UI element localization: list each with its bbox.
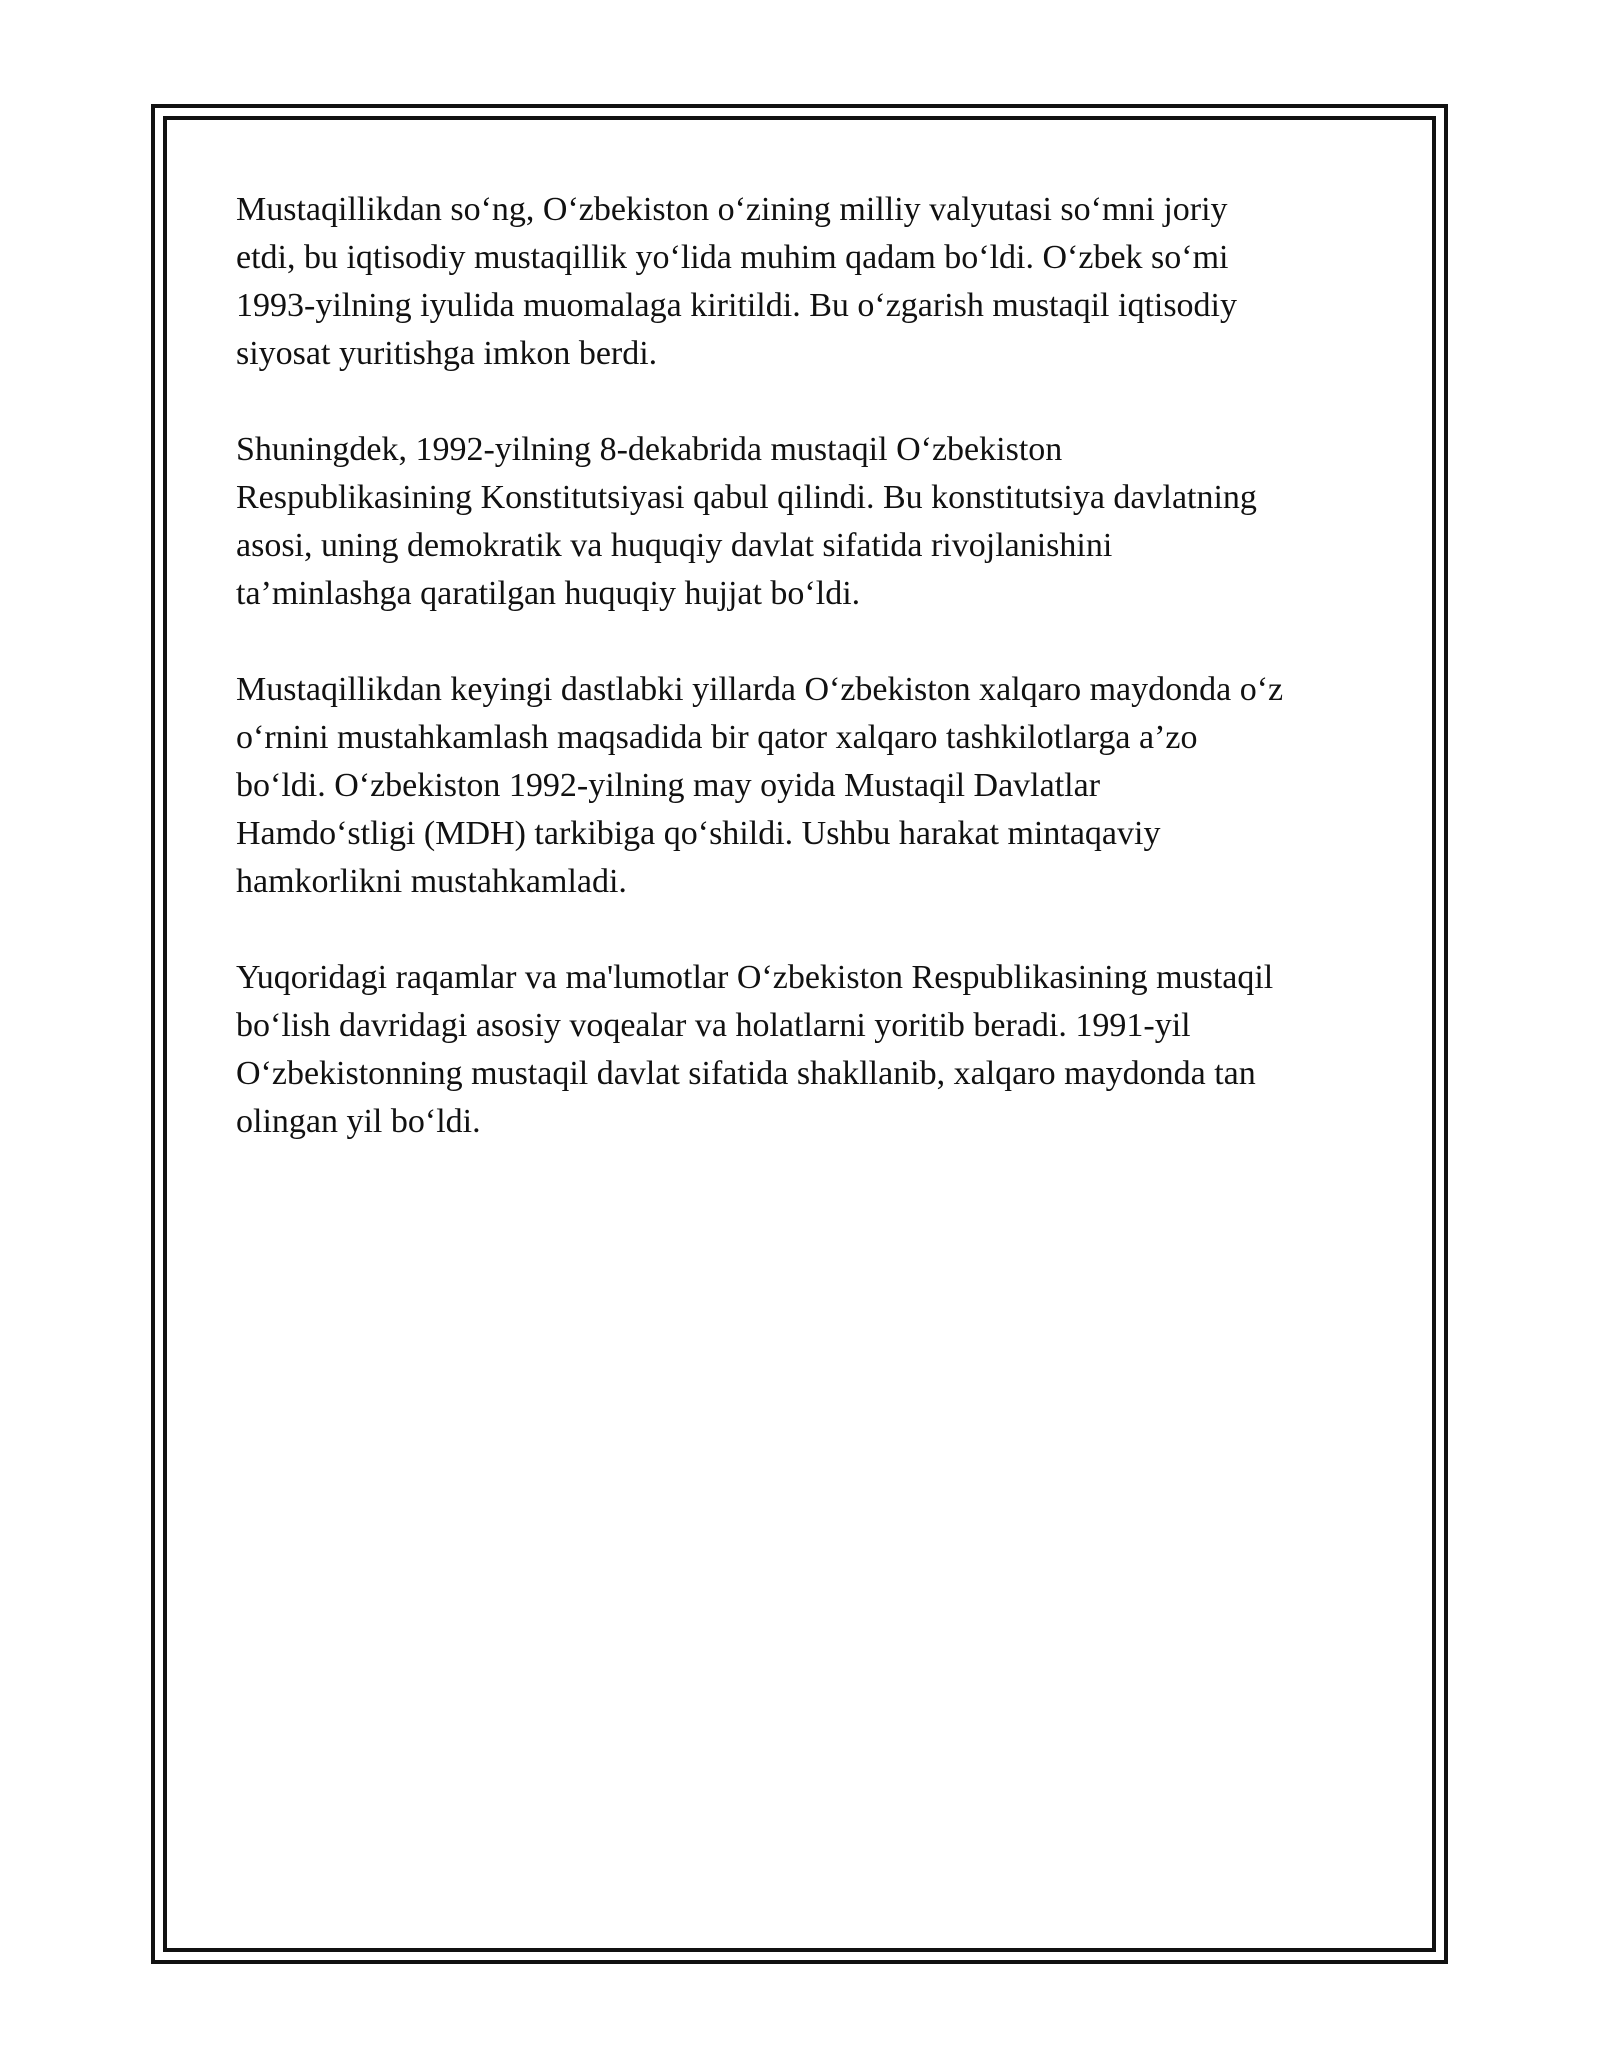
paragraph-line: Shuningdek, 1992-yilning 8-dekabrida mustaqil O‘zbekiston xyxy=(236,431,1063,468)
paragraph-2 xyxy=(236,426,1376,618)
paragraph-line: Mustaqillikdan so‘ng, O‘zbekiston o‘zining milliy valyutasi so‘mni joriy xyxy=(236,191,1228,228)
paragraph-line: siyosat yuritishga imkon berdi. xyxy=(236,335,658,372)
paragraph-line: ta’minlashga qaratilgan huquqiy hujjat bo‘ldi. xyxy=(236,575,861,612)
paragraph-line: Respublikasining Konstitutsiyasi qabul qilindi. Bu konstitutsiya davlatning xyxy=(236,479,1257,516)
paragraph-line: hamkorlikni mustahkamladi. xyxy=(236,863,627,900)
paragraph-line: O‘zbekistonning mustaqil davlat sifatida shakllanib, xalqaro maydonda tan xyxy=(236,1055,1256,1092)
paragraph-4 xyxy=(236,954,1376,1146)
paragraph-line: Hamdo‘stligi (MDH) tarkibiga qo‘shildi. Ushbu harakat mintaqaviy xyxy=(236,815,1161,852)
paragraph-line: olingan yil bo‘ldi. xyxy=(236,1103,481,1140)
paragraph-line: bo‘ldi. O‘zbekiston 1992-yilning may oyida Mustaqil Davlatlar xyxy=(236,767,1101,804)
paragraph-line: Mustaqillikdan keyingi dastlabki yillarda O‘zbekiston xalqaro maydonda o‘z xyxy=(236,671,1284,708)
paragraph-1 xyxy=(236,186,1376,378)
paragraph-line: bo‘lish davridagi asosiy voqealar va holatlarni yoritib beradi. 1991-yil xyxy=(236,1007,1191,1044)
paragraph-line: asosi, uning demokratik va huquqiy davlat sifatida rivojlanishini xyxy=(236,527,1113,564)
paragraph-line: o‘rnini mustahkamlash maqsadida bir qator xalqaro tashkilotlarga a’zo xyxy=(236,719,1198,756)
paragraph-3 xyxy=(236,666,1376,906)
paragraph-line: Yuqoridagi raqamlar va ma'lumotlar O‘zbekiston Respublikasining mustaqil xyxy=(236,959,1274,996)
paragraph-line: etdi, bu iqtisodiy mustaqillik yo‘lida muhim qadam bo‘ldi. O‘zbek so‘mi xyxy=(236,239,1229,276)
document-body xyxy=(236,186,1376,1194)
paragraph-line: 1993-yilning iyulida muomalaga kiritildi. Bu o‘zgarish mustaqil iqtisodiy xyxy=(236,287,1238,324)
